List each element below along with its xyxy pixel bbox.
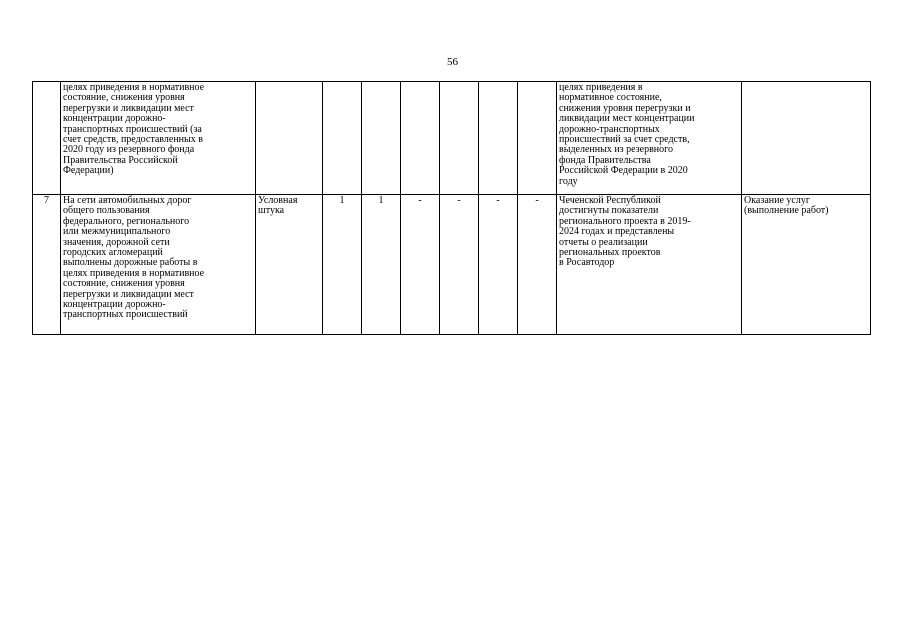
row-value: - [401,195,440,335]
row-type [742,82,871,195]
row-unit [256,82,323,195]
row-value [323,82,362,195]
row-description: целях приведения в нормативное состояние, снижения уровня перегрузки и ликвидации мест концентрации дорожно- транспортных происшествий (за счет средств, предоставленных в 2020 году из резервного фонда Правительства Российской Федерации) [61,82,256,195]
row-number [33,82,61,195]
row-result: целях приведения в нормативное состояние, снижения уровня перегрузки и ликвидации мест концентрации дорожно-транспортных происшествий за счет средств, выделенных из резервного фонда Правительства Российской Федерации в 2020 году [557,82,742,195]
row-value [479,82,518,195]
row-description: На сети автомобильных дорог общего пользования федерального, регионального или межмуниципального значения, дорожной сети городских агломераций выполнены дорожные работы в целях приведения в нормативное состояние, снижения уровня перегрузки и ликвидации мест концентрации дорожно- транспортных происшествий [61,195,256,335]
document-table [32,81,871,335]
row-value [518,82,557,195]
row-value [440,82,479,195]
row-value: - [440,195,479,335]
row-value [362,82,401,195]
row-value: 1 [323,195,362,335]
row-value: - [518,195,557,335]
row-value: 1 [362,195,401,335]
page-number: 56 [447,56,458,68]
row-result: Чеченской Республикой достигнуты показатели регионального проекта в 2019- 2024 годах и представлены отчеты о реализации региональных проектов в Росавтодор [557,195,742,335]
row-value [401,82,440,195]
row-unit: Условная штука [256,195,323,335]
table-row [33,82,871,195]
table-row [33,195,871,335]
row-value: - [479,195,518,335]
row-type: Оказание услуг (выполнение работ) [742,195,871,335]
row-number: 7 [33,195,61,335]
